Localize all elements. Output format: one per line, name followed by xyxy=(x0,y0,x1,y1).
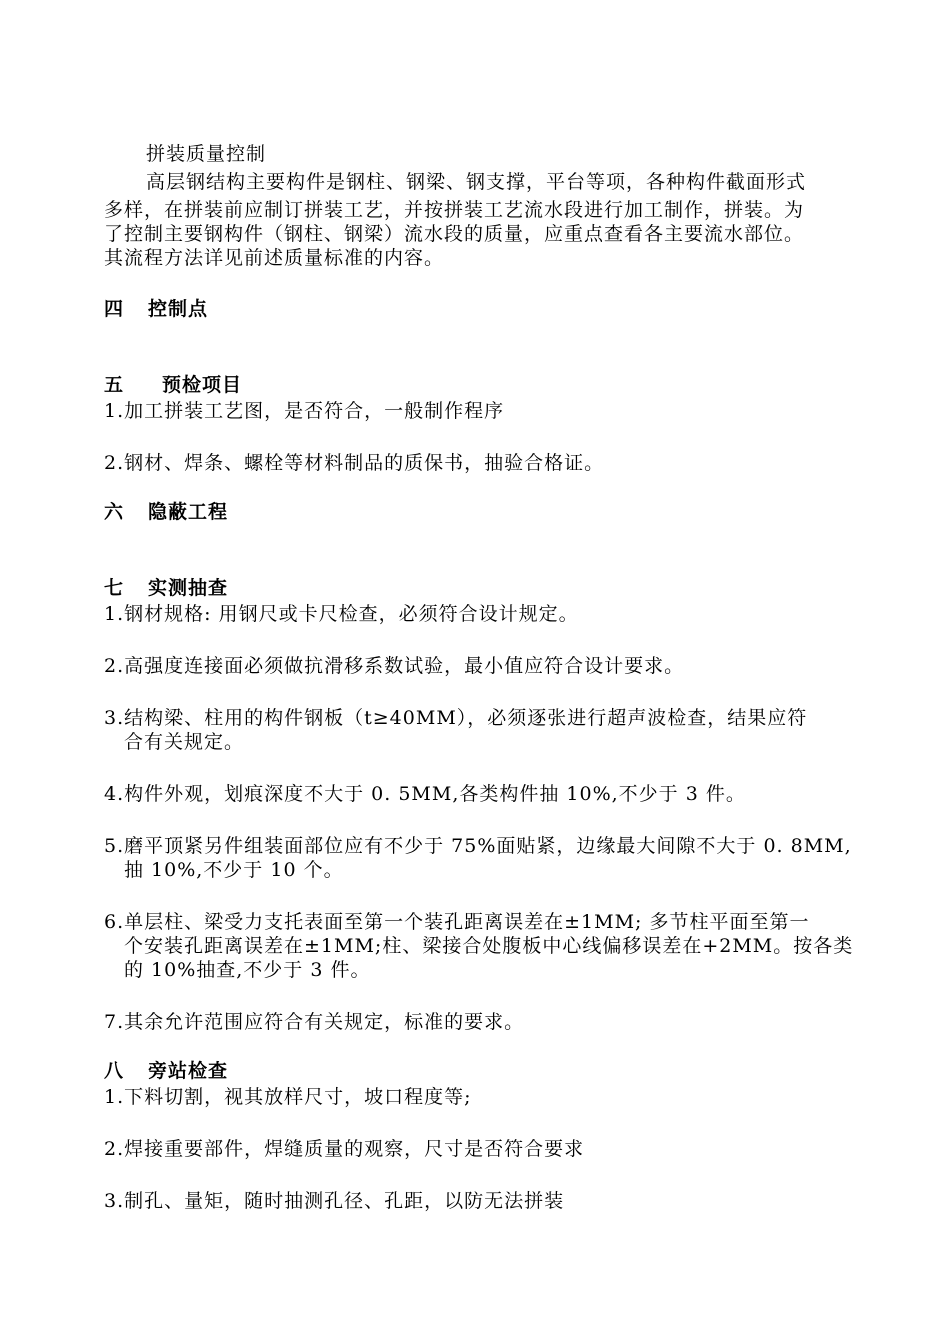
section-heading-4 xyxy=(104,297,894,321)
section-title: 控制点 xyxy=(148,298,209,320)
intro-line: 高层钢结构主要构件是钢柱、钢梁、钢支撑，平台等项，各种构件截面形式 xyxy=(146,171,807,193)
list-item-continuation: 的 10%抽查,不少于 3 件。 xyxy=(124,959,371,981)
section-number: 七 xyxy=(104,577,125,599)
list-item: 2.钢材、焊条、螺栓等材料制品的质保书，抽验合格证。 xyxy=(104,452,605,474)
section-title: 预检项目 xyxy=(162,374,243,396)
list-item: 1.加工拼装工艺图，是否符合，一般制作程序 xyxy=(104,400,505,422)
intro-line: 多样，在拼装前应制订拼装工艺，并按拼装工艺流水段进行加工制作，拼装。为 xyxy=(104,199,805,221)
list-item: 6.单层柱、梁受力支托表面至第一个装孔距离误差在±1MM; 多节柱平面至第一 xyxy=(104,911,810,933)
list-item-continuation: 个安装孔距离误差在±1MM;柱、梁接合处腹板中心线偏移误差在+2MM。按各类 xyxy=(124,935,854,957)
list-item: 4.构件外观，划痕深度不大于 0. 5MM,各类构件抽 10%,不少于 3 件。 xyxy=(104,783,746,805)
list-item: 1.下料切割，视其放样尺寸，坡口程度等; xyxy=(104,1086,472,1108)
intro-title: 拼装质量控制 xyxy=(146,143,267,165)
intro-line: 其流程方法详见前述质量标准的内容。 xyxy=(104,247,445,269)
list-item: 1.钢材规格: 用钢尺或卡尺检查，必须符合设计规定。 xyxy=(104,603,579,625)
section-title: 隐蔽工程 xyxy=(148,501,229,523)
intro-line: 了控制主要钢构件（钢柱、钢梁）流水段的质量，应重点查看各主要流水部位。 xyxy=(104,223,805,245)
list-item: 2.焊接重要部件，焊缝质量的观察，尺寸是否符合要求 xyxy=(104,1138,585,1160)
section-number: 六 xyxy=(104,501,125,523)
section-heading-6 xyxy=(104,500,894,524)
list-item: 5.磨平顶紧另件组装面部位应有不少于 75%面贴紧，边缘最大间隙不大于 0. 8MM, xyxy=(104,835,852,857)
section-number: 八 xyxy=(104,1060,125,1082)
section-heading-8 xyxy=(104,1059,894,1083)
section-title: 旁站检查 xyxy=(148,1060,229,1082)
list-item-continuation: 合有关规定。 xyxy=(124,731,245,753)
section-title: 实测抽查 xyxy=(148,577,229,599)
list-item: 7.其余允许范围应符合有关规定，标准的要求。 xyxy=(104,1011,525,1033)
section-number: 五 xyxy=(104,374,125,396)
section-heading-7 xyxy=(104,576,894,600)
list-item-continuation: 抽 10%,不少于 10 个。 xyxy=(124,859,344,881)
section-heading-5 xyxy=(104,373,894,397)
section-number: 四 xyxy=(104,298,125,320)
list-item: 3.制孔、量矩，随时抽测孔径、孔距，以防无法拼装 xyxy=(104,1190,565,1212)
list-item: 2.高强度连接面必须做抗滑移系数试验，最小值应符合设计要求。 xyxy=(104,655,685,677)
list-item: 3.结构梁、柱用的构件钢板（t≥40MM），必须逐张进行超声波检查，结果应符 xyxy=(104,707,808,729)
